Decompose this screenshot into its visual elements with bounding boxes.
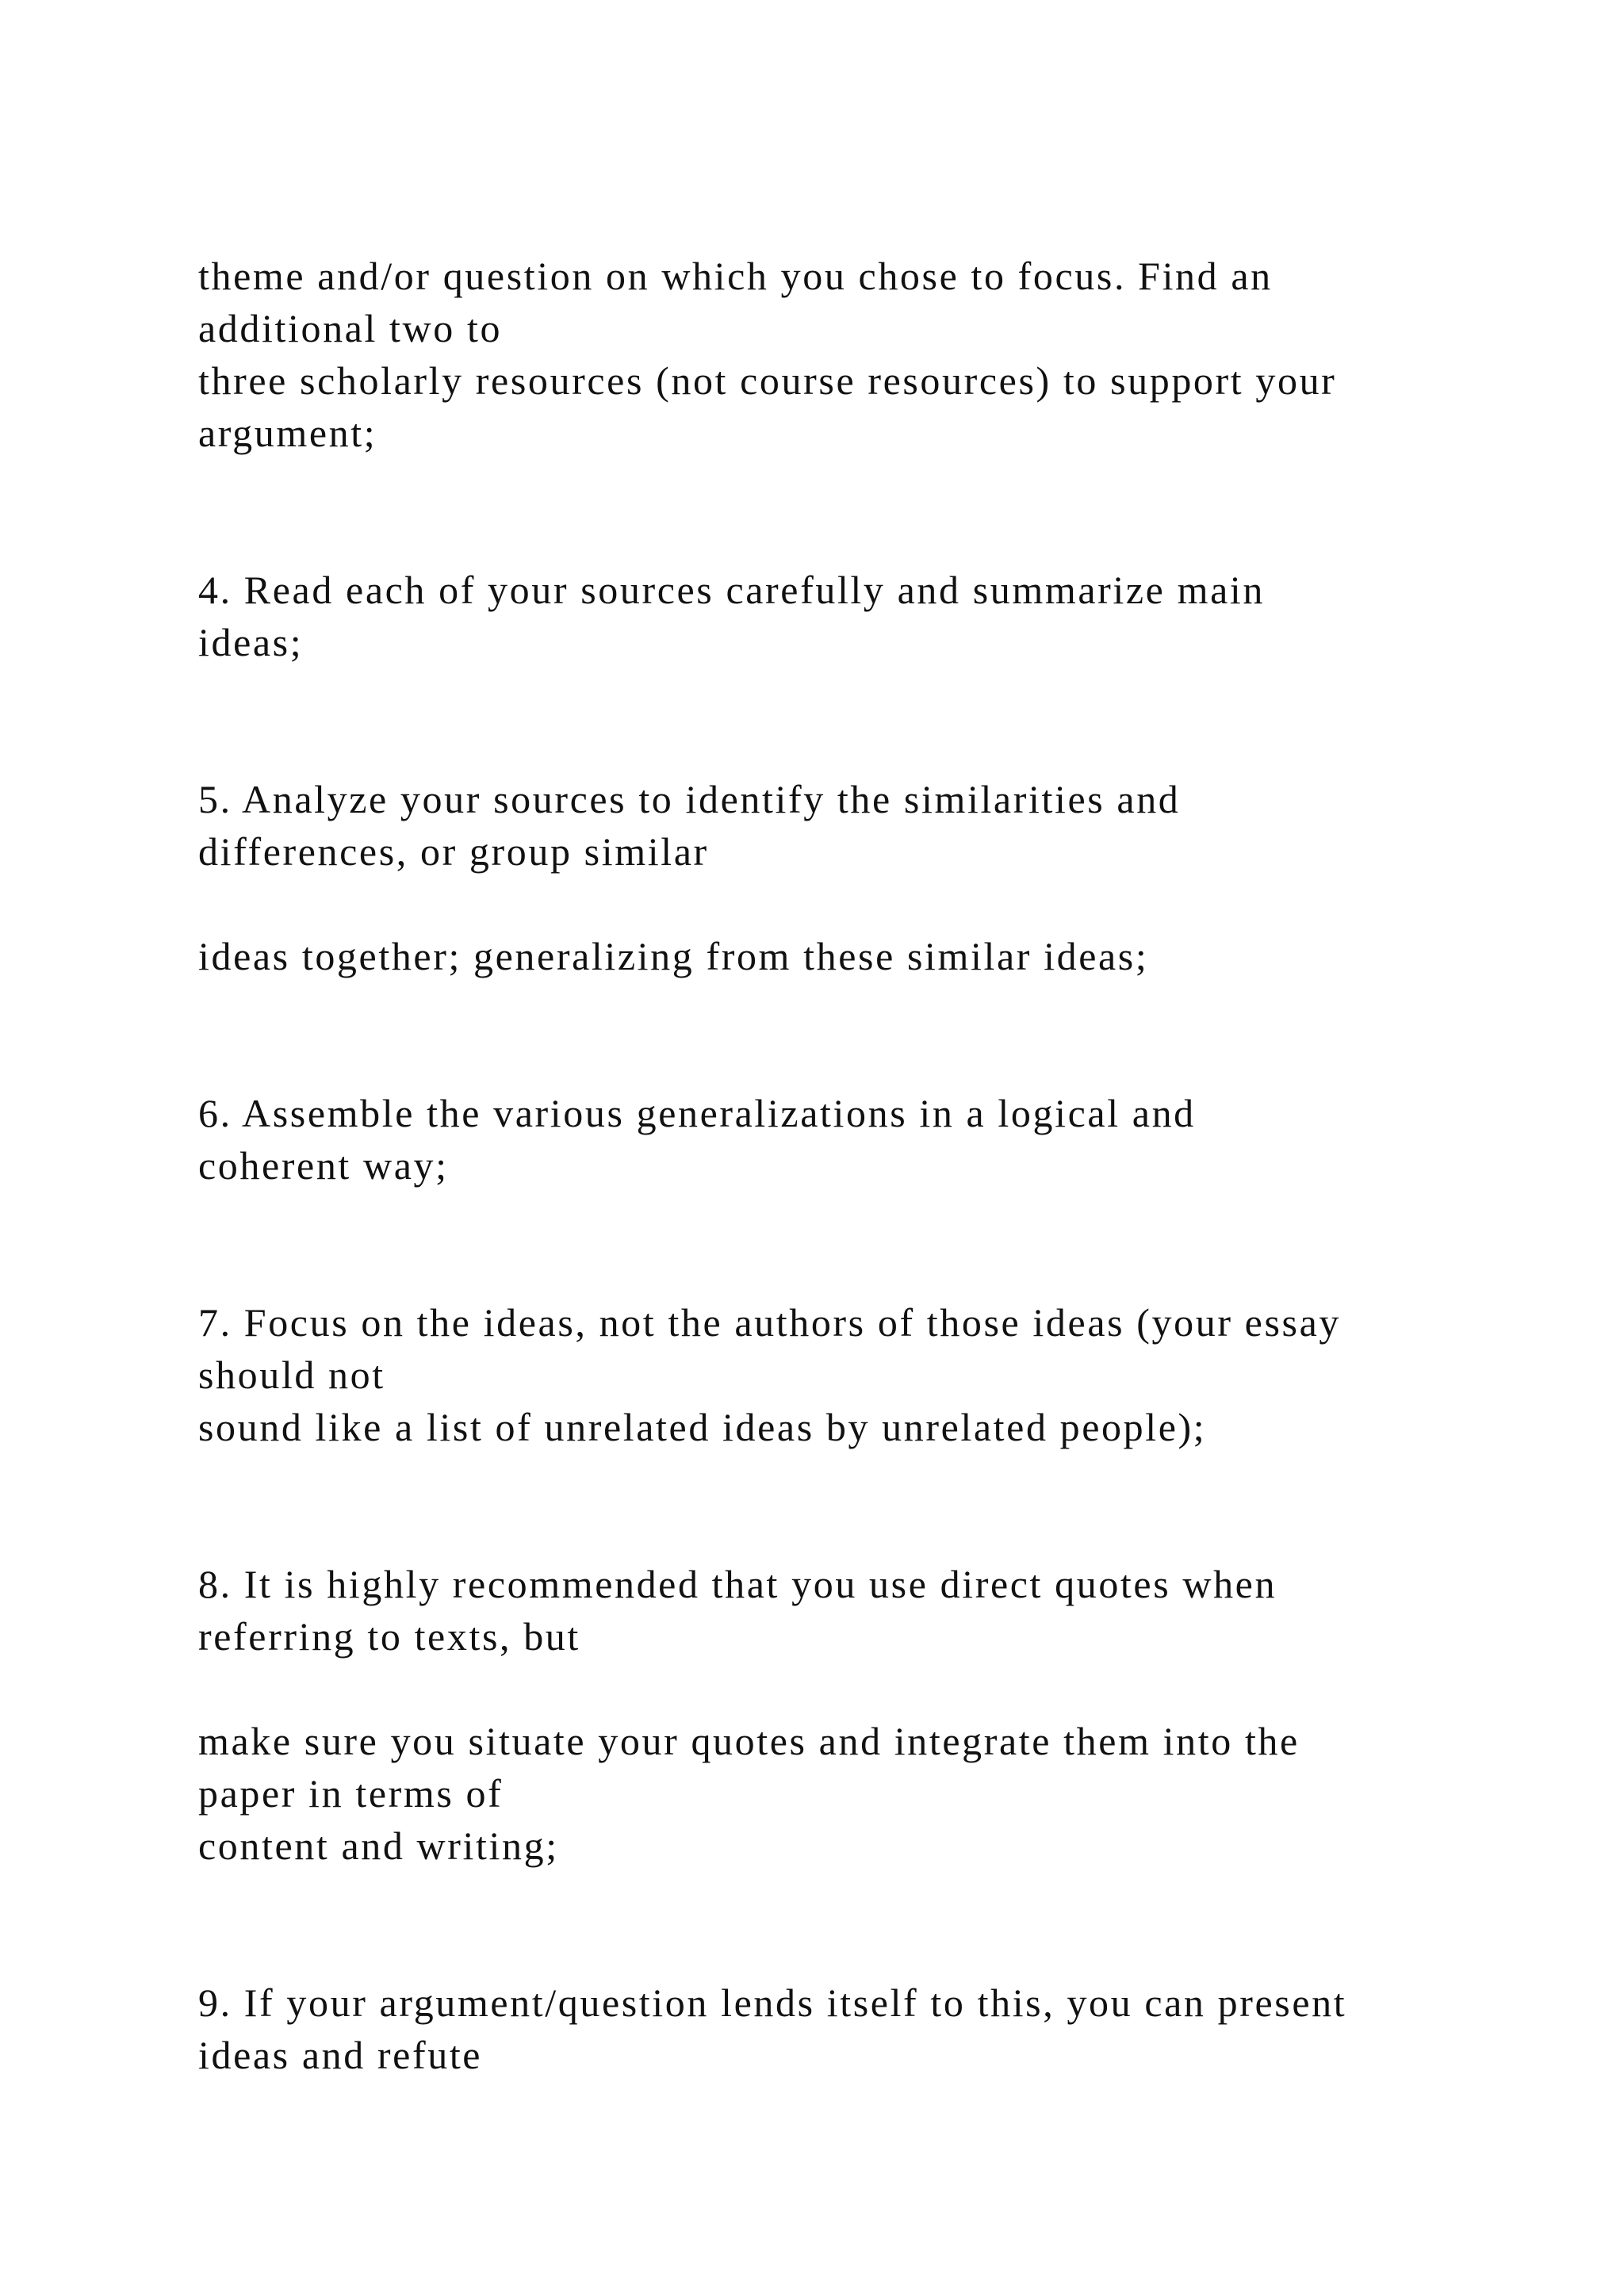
text-line: should not xyxy=(198,1353,385,1397)
text-line: argument; xyxy=(198,411,377,455)
text-line: sound like a list of unrelated ideas by unrelated people); xyxy=(198,1405,1207,1449)
text-line: theme and/or question on which you chose to focus. Find an xyxy=(198,254,1273,298)
list-item-9: 9. If your argument/question lends itself to this, you can present xyxy=(198,1980,1347,2025)
text-line: referring to texts, but xyxy=(198,1614,580,1659)
list-item-7: 7. Focus on the ideas, not the authors of those ideas (your essay xyxy=(198,1300,1341,1345)
list-item-8: 8. It is highly recommended that you use direct quotes when xyxy=(198,1562,1277,1606)
text-line: make sure you situate your quotes and integrate them into the xyxy=(198,1719,1300,1763)
text-line: additional two to xyxy=(198,306,503,350)
text-line: ideas; xyxy=(198,620,304,664)
text-line: ideas together; generalizing from these similar ideas; xyxy=(198,934,1149,978)
text-line: content and writing; xyxy=(198,1823,559,1868)
list-item-5: 5. Analyze your sources to identify the similarities and xyxy=(198,777,1181,821)
text-line: differences, or group similar xyxy=(198,829,709,874)
list-item-6: 6. Assemble the various generalizations in a logical and xyxy=(198,1091,1196,1135)
text-line: three scholarly resources (not course resources) to support your xyxy=(198,358,1337,403)
text-line: coherent way; xyxy=(198,1143,449,1188)
list-item-4: 4. Read each of your sources carefully and summarize main xyxy=(198,568,1265,612)
text-line: paper in terms of xyxy=(198,1771,504,1816)
text-line: ideas and refute xyxy=(198,2033,483,2077)
